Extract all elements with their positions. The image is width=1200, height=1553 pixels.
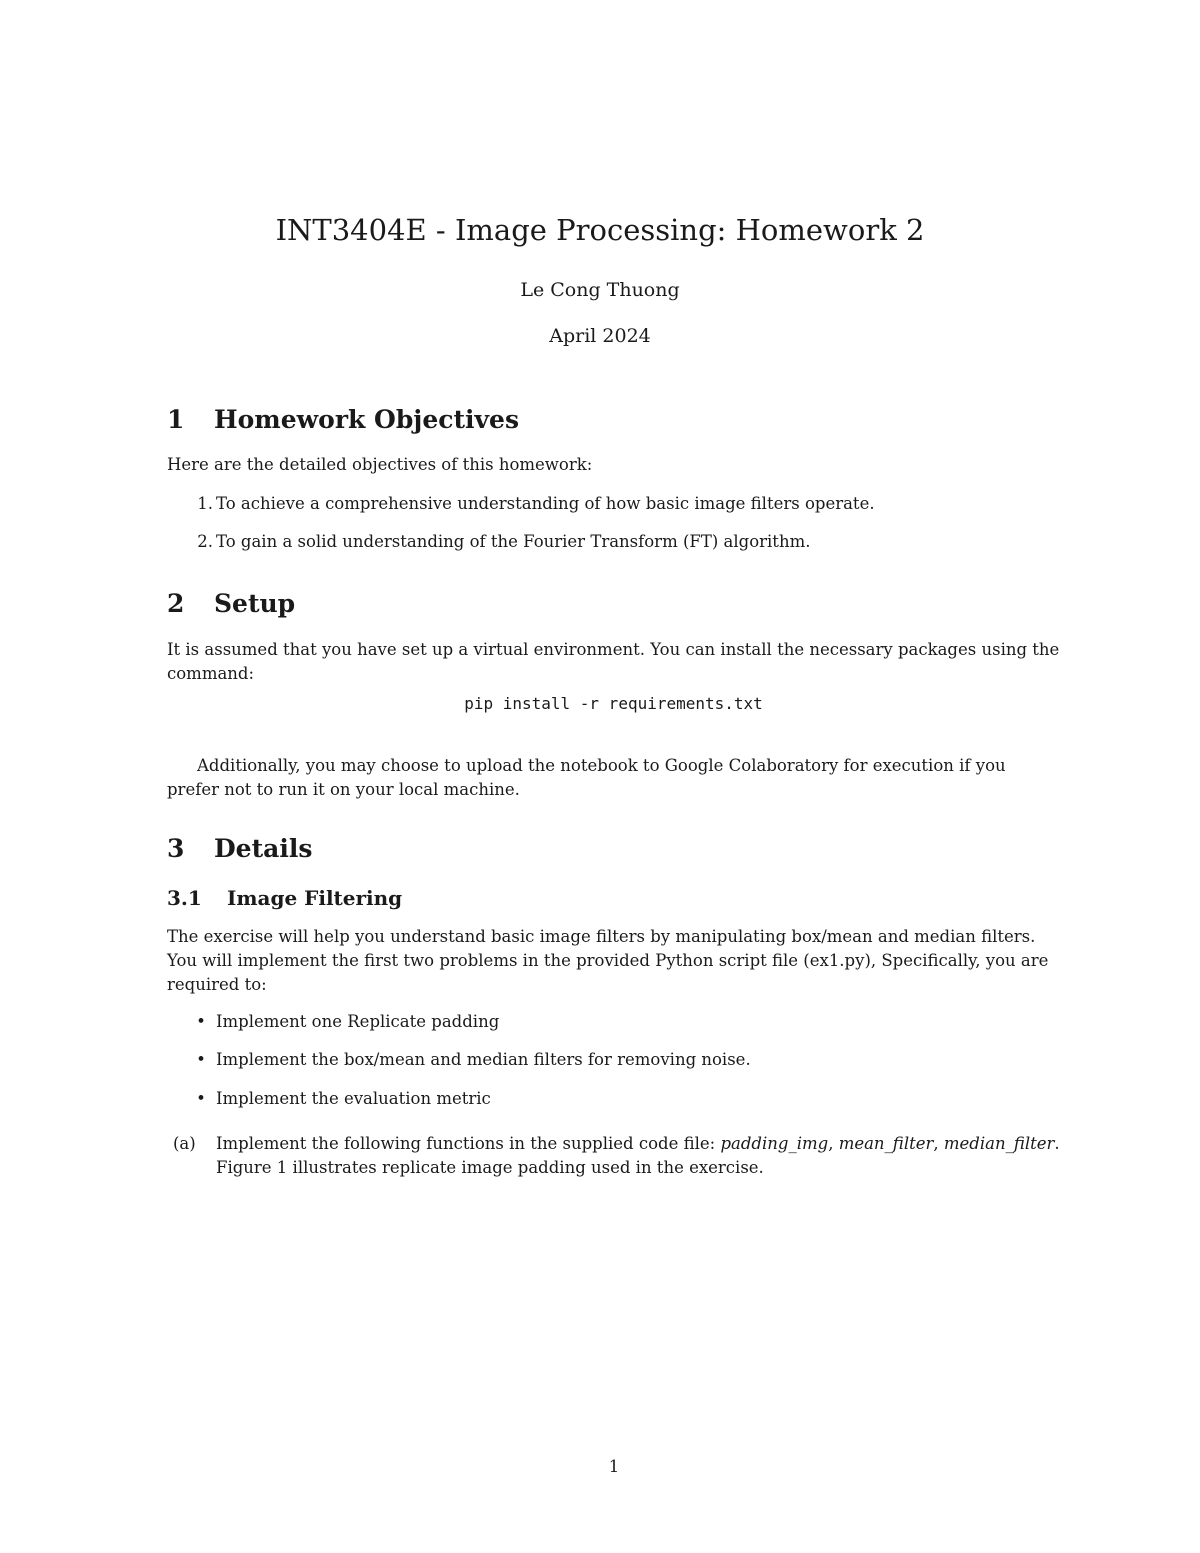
bullet-marker: • (196, 1050, 206, 1069)
subsection-title: Image Filtering (227, 886, 403, 910)
document-date: April 2024 (549, 325, 651, 347)
section-number: 2 (167, 589, 185, 618)
function-name: padding_img (720, 1134, 829, 1153)
section-number: 3 (167, 834, 185, 863)
section-number: 1 (167, 405, 185, 434)
list-item-text: Implement one Replicate padding (216, 1012, 500, 1031)
section-title: Details (214, 834, 313, 863)
section-heading-details (167, 832, 312, 866)
separator: , (828, 1134, 839, 1153)
sentence-end: . (1054, 1134, 1060, 1153)
list-item-text: Implement the evaluation metric (216, 1089, 491, 1108)
section-title: Setup (214, 589, 296, 618)
subsection-heading-image-filtering (167, 884, 402, 912)
document-author: Le Cong Thuong (520, 279, 680, 301)
bullet-marker: • (196, 1089, 206, 1108)
objectives-intro: Here are the detailed objectives of this homework: (167, 455, 593, 474)
section-title: Homework Objectives (214, 405, 520, 434)
separator: , (933, 1134, 944, 1153)
install-command: pip install -r requirements.txt (464, 694, 763, 713)
section-heading-objectives (167, 403, 519, 437)
task-lead-text: Implement the following functions in the supplied code file: (216, 1134, 721, 1153)
function-name: mean_filter (838, 1134, 934, 1153)
list-marker: 1. (197, 494, 213, 513)
task-text (216, 1132, 1062, 1180)
list-item-text: To gain a solid understanding of the Fourier Transform (FT) algorithm. (216, 532, 811, 551)
function-name: median_filter (943, 1134, 1055, 1153)
image-filtering-paragraph: The exercise will help you understand basic image filters by manipulating box/mean and median filters. You will implement the first two problems in the provided Python script file (ex1.py), Specifically, you are required to: (167, 927, 1049, 994)
list-item-text: Implement the box/mean and median filters for removing noise. (216, 1050, 751, 1069)
setup-paragraph: It is assumed that you have set up a virtual environment. You can install the necessary packages using the command: (167, 640, 1060, 683)
setup-note: Additionally, you may choose to upload the notebook to Google Colaboratory for execution if you prefer not to run it on your local machine. (167, 756, 1006, 799)
list-marker: 2. (197, 532, 213, 551)
bullet-marker: • (196, 1012, 206, 1031)
task-figure-note: Figure 1 illustrates replicate image padding used in the exercise. (216, 1158, 764, 1177)
list-item-text: To achieve a comprehensive understanding of how basic image filters operate. (216, 494, 875, 513)
task-marker: (a) (173, 1134, 196, 1153)
page-number: 1 (608, 1457, 620, 1476)
section-heading-setup (167, 587, 295, 621)
subsection-number: 3.1 (167, 886, 202, 910)
document-title: INT3404E - Image Processing: Homework 2 (275, 213, 925, 247)
